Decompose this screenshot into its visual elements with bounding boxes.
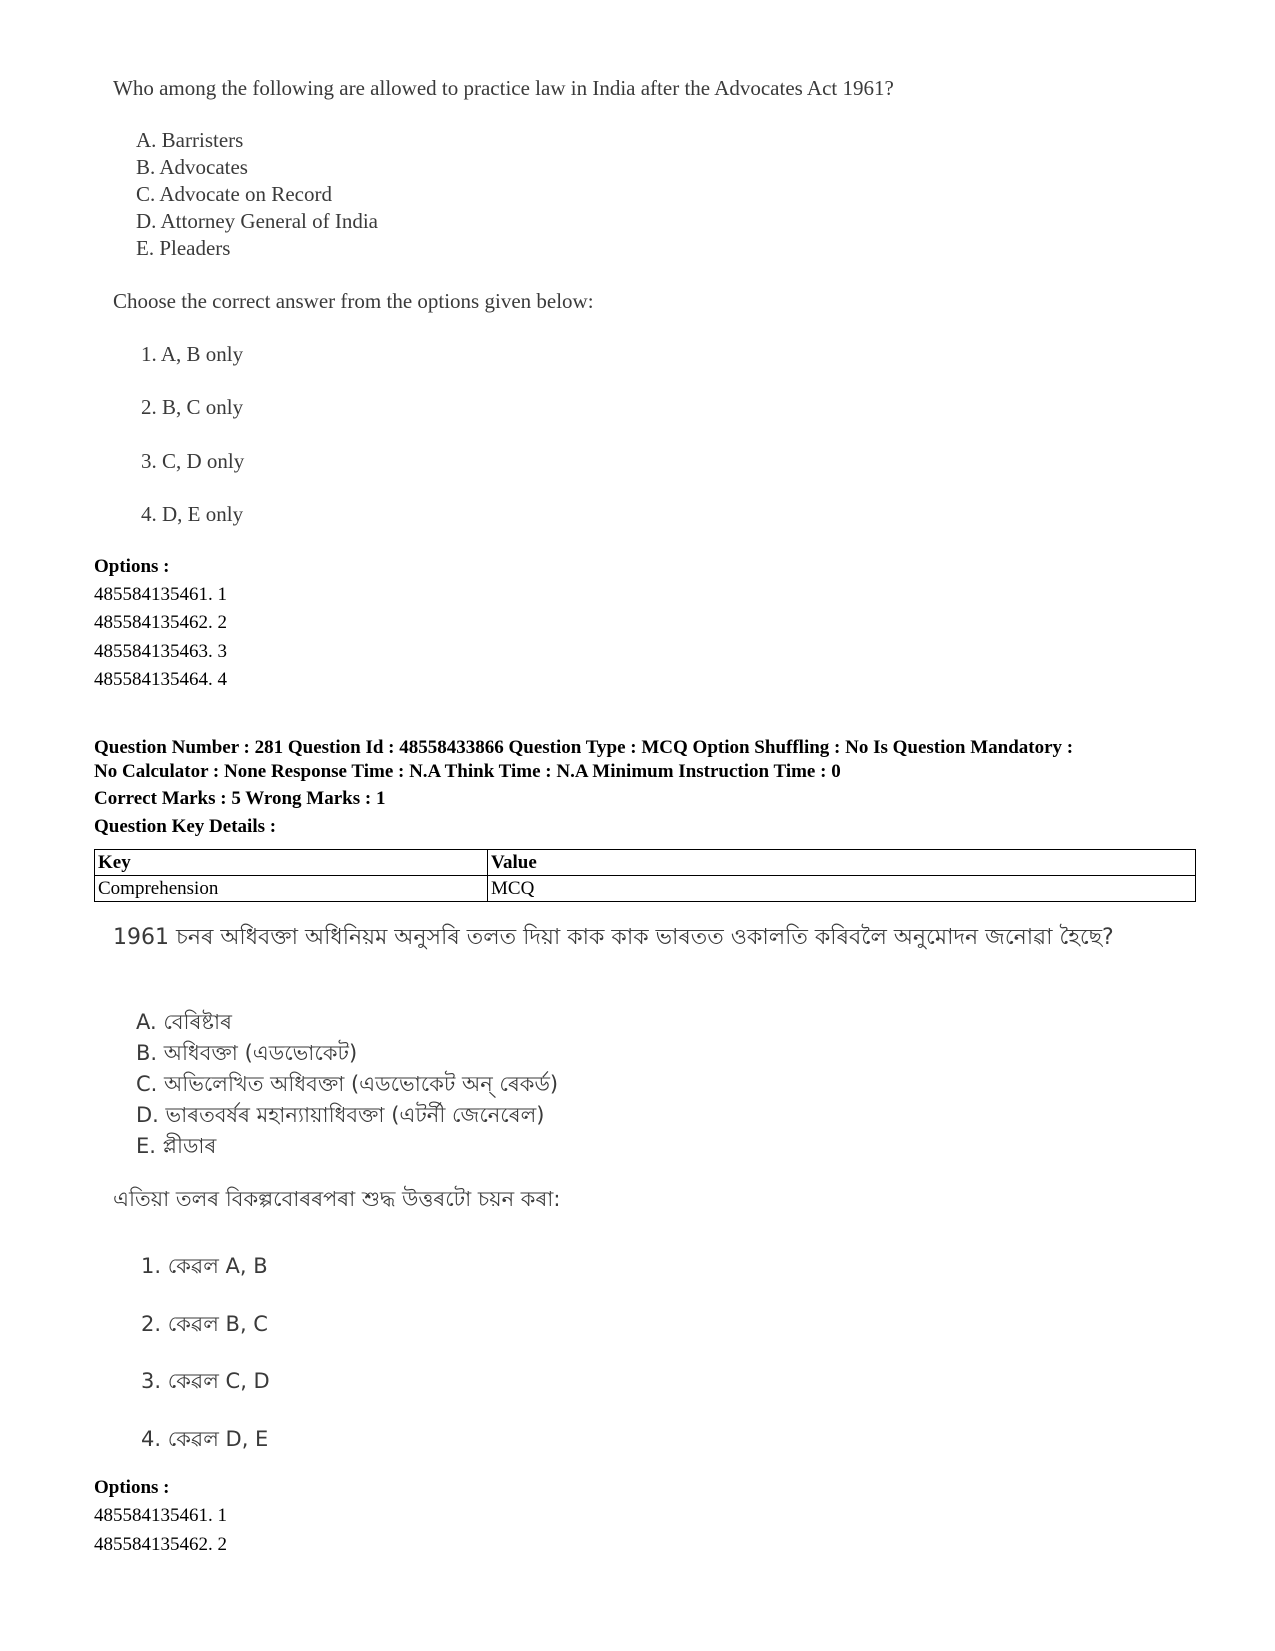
choice-1: 1. A, B only [141, 342, 244, 366]
question-meta-line-2: No Calculator : None Response Time : N.A Think Time : N.A Minimum Instruction Time : 0 [94, 761, 841, 782]
key-details-table [94, 849, 1196, 902]
statement-c: C. অভিলেখিত অধিবক্তা (এডভোকেট অন্ ৰেকৰ্ড) [136, 1072, 559, 1096]
option-item: 485584135461. 1 [94, 1505, 227, 1526]
table-header-key: Key [95, 850, 488, 876]
choice-4: 4. D, E only [141, 502, 244, 526]
choice-1: 1. কেৱল A, B [141, 1254, 268, 1278]
statement-a: A. Barristers [136, 128, 244, 152]
choice-3: 3. কেৱল C, D [141, 1369, 270, 1393]
table-header-row [95, 850, 1196, 876]
table-cell-key: Comprehension [95, 876, 488, 902]
instruction-text-assamese: এতিয়া তলৰ বিকল্পবোৰৰপৰা শুদ্ধ উত্তৰটো চয়ন কৰা: [113, 1187, 561, 1211]
option-item: 485584135461. 1 [94, 584, 227, 605]
statement-e: E. Pleaders [136, 236, 231, 260]
option-item: 485584135463. 3 [94, 641, 227, 662]
question-text: Who among the following are allowed to practice law in India after the Advocates Act 1961? [113, 76, 894, 100]
question-meta-line-1: Question Number : 281 Question Id : 48558433866 Question Type : MCQ Option Shuffling : No Is Question Mandatory : [94, 737, 1074, 758]
option-item: 485584135462. 2 [94, 612, 227, 633]
instruction-text: Choose the correct answer from the options given below: [113, 289, 594, 313]
statement-b: B. Advocates [136, 155, 248, 179]
choice-3: 3. C, D only [141, 449, 245, 473]
option-item: 485584135462. 2 [94, 1534, 227, 1555]
statement-d: D. ভাৰতবৰ্ষৰ মহান্যায়াধিবক্তা (এটৰ্নী জেনেৰেল) [136, 1103, 545, 1127]
key-details-label: Question Key Details : [94, 816, 277, 837]
choice-2: 2. কেৱল B, C [141, 1312, 268, 1336]
question-text-assamese: 1961 চনৰ অধিবক্তা অধিনিয়ম অনুসৰি তলত দিয়া কাক কাক ভাৰতত ওকালতি কৰিবলৈ অনুমোদন জনোৱা হৈছে? [113, 925, 1114, 950]
options-label: Options : [94, 556, 170, 577]
statement-e: E. প্লীডাৰ [136, 1134, 217, 1158]
statement-a: A. বেৰিষ্টাৰ [136, 1010, 232, 1034]
table-row [95, 876, 1196, 902]
statement-b: B. অধিবক্তা (এডভোকেট) [136, 1041, 358, 1065]
table-header-value: Value [488, 850, 1196, 876]
marks-line: Correct Marks : 5 Wrong Marks : 1 [94, 788, 386, 809]
table-cell-value: MCQ [488, 876, 1196, 902]
statement-d: D. Attorney General of India [136, 209, 379, 233]
statement-c: C. Advocate on Record [136, 182, 332, 206]
options-label: Options : [94, 1477, 170, 1498]
option-item: 485584135464. 4 [94, 669, 227, 690]
choice-2: 2. B, C only [141, 395, 244, 419]
choice-4: 4. কেৱল D, E [141, 1427, 269, 1451]
